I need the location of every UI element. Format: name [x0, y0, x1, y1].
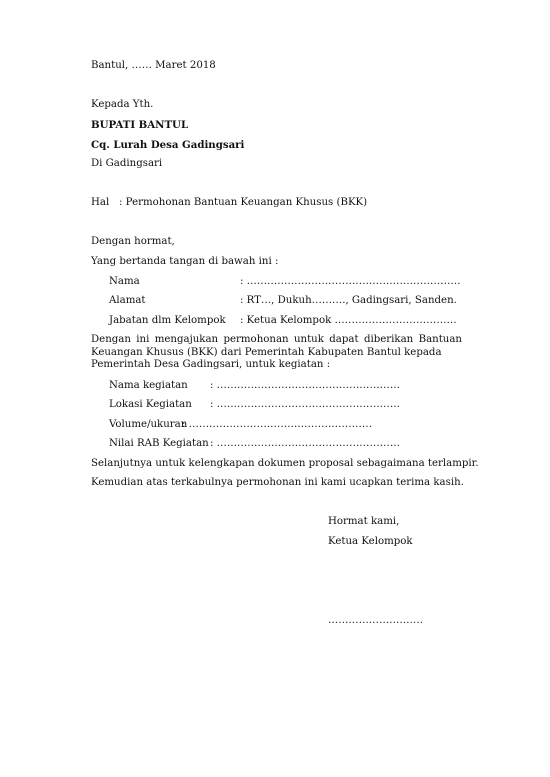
identity-name-value: : ……………………………………………………… [240, 276, 461, 287]
request-paragraph-last-line: Pemerintah Desa Gadingsari, untuk kegiatan : [91, 359, 331, 371]
recipient-place: Di Gadingsari [91, 158, 163, 169]
signature-regards: Hormat kami, [328, 516, 400, 527]
request-paragraph [91, 334, 462, 372]
activity-location-value: : ……………………………………………… [210, 399, 401, 410]
activity-location-label: Lokasi Kegiatan [109, 399, 192, 410]
activity-volume-value: : ……………………………………………… [182, 419, 373, 430]
activity-rab-value: : ……………………………………………… [210, 438, 401, 449]
identity-address-label: Alamat [109, 295, 146, 306]
activity-rab-label: Nilai RAB Kegiatan [109, 438, 209, 449]
closing-attachment: Selanjutnya untuk kelengkapan dokumen proposal sebagaimana terlampir. [91, 458, 479, 469]
identity-name-label: Nama [109, 276, 140, 287]
recipient-cq: Cq. Lurah Desa Gadingsari [91, 139, 245, 151]
identity-position-label: Jabatan dlm Kelompok [109, 315, 226, 326]
activity-name-label: Nama kegiatan [109, 380, 188, 391]
recipient-title: BUPATI BANTUL [91, 119, 189, 131]
signature-name-line: ………………………. [328, 615, 423, 626]
activity-volume-label: Volume/ukuran [109, 419, 188, 430]
identity-address-value: : RT…, Dukuh………., Gadingsari, Sanden. [240, 295, 457, 306]
recipient-greeting: Kepada Yth. [91, 99, 154, 110]
signature-role: Ketua Kelompok [328, 536, 413, 547]
subject-text: : Permohonan Bantuan Keuangan Khusus (BKK) [119, 197, 368, 208]
identity-position-value: : Ketua Kelompok ……………………………… [240, 315, 457, 326]
salutation: Dengan hormat, [91, 236, 175, 247]
place-date: Bantul, …… Maret 2018 [91, 60, 216, 71]
activity-name-value: : ……………………………………………… [210, 380, 401, 391]
intro-line: Yang bertanda tangan di bawah ini : [91, 256, 279, 267]
request-paragraph-body: Dengan ini mengajukan permohonan untuk dapat diberikan Bantuan Keuangan Khusus (BKK) dari Pemerintah Kabupaten Bantul kepada [91, 334, 462, 358]
subject-label: Hal [91, 197, 110, 208]
closing-thanks: Kemudian atas terkabulnya permohonan ini kami ucapkan terima kasih. [91, 477, 464, 488]
